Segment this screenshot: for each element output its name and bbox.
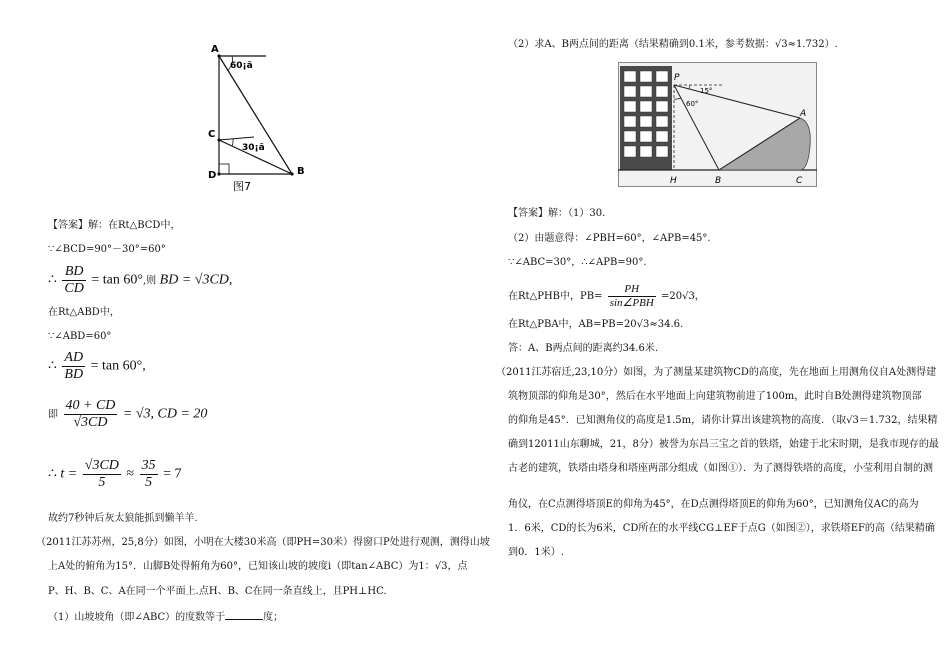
fig-label-b: B <box>715 176 722 186</box>
question-3-line-6: 角仪，在C点测得塔顶E的仰角为45°，在D点测得塔顶E的仰角为60°，已知测角仪AC的高为 <box>508 499 919 510</box>
problem-line-3: P、H、B、C、A在同一个平面上.点H、B、C在同一条直线上，且PH⊥HC. <box>48 586 387 597</box>
problem-line-4: （1）山坡坡角（即∠ABC）的度数等于 度； <box>48 609 283 625</box>
answer-2-line-4: 在Rt△PHB中，PB= $\frac{PH}{\text{sin∠PBH}}$ =20√3， <box>508 283 705 309</box>
question-2: （2）求A、B两点间的距离（结果精确到0.1米，参考数据：√3≈1.732）. <box>508 39 838 50</box>
fig7-angle-30: 30¡ã <box>242 143 265 153</box>
fig-label-h: H <box>670 176 677 186</box>
answer-2-line-6: 答：A、B两点间的距离约34.6米. <box>508 343 659 354</box>
math-row-6: ∴ $\frac{AD}{BD}$ = tan 60°, <box>48 350 146 382</box>
problem-line-1: （2011江苏苏州，25,8分）如图，小明在大楼30米高（即PH=30米）得窗口P处进行观测，测得山坡 <box>36 537 490 548</box>
answer-2-line-1: 【答案】解：（1）30. <box>508 208 606 219</box>
problem-line-2: 上A处的俯角为15°．山脚B处得俯角为60°，已知该山坡的坡度i（即tan∠ABC）为1：√3，点 <box>48 561 468 572</box>
fig7-label-b: B <box>297 166 305 177</box>
fig7-label-a: A <box>211 44 219 55</box>
answer-2-line-3: ∵∠ABC=30°，∴∠APB=90°. <box>508 257 647 268</box>
math-row-8: ∴ t = $\frac{√3CD}{5}$ ≈ $\frac{35}{5}$ = 7 <box>48 458 182 490</box>
answer-line-4: 在Rt△ABD中， <box>48 307 120 318</box>
answer-line-2: ∵∠BCD=90°－30°=60° <box>48 244 166 255</box>
fig7-label-c: C <box>208 129 216 140</box>
fig-angle-15: 15° <box>700 87 713 95</box>
question-3-line-2: 筑物顶部的仰角是30°，然后在水平地面上向建筑物前进了100m，此时自B处测得建筑物顶部 <box>508 391 922 402</box>
fig-label-a: A <box>800 109 807 119</box>
fig-label-c: C <box>796 176 803 186</box>
fig-angle-60: 60° <box>686 100 699 108</box>
answer-2-line-2: （2）由题意得：∠PBH=60°，∠APB=45°. <box>508 233 711 244</box>
fig7-angle-60: 60¡ã <box>230 61 253 71</box>
question-3-line-1: （2011江苏宿迁,23,10分）如图，为了测量某建筑物CD的高度，先在地面上用测角仪自A处测得建 <box>496 367 937 378</box>
fig7-label-d: D <box>208 170 217 181</box>
answer-line-9: 故约7秒钟后灰太狼能抓到懒羊羊. <box>48 513 198 524</box>
figure-building-slope <box>618 62 818 190</box>
answer-2-line-5: 在Rt△PBA中，AB=PB=20√3≈34.6. <box>508 319 684 330</box>
fig-label-p: P <box>674 73 680 83</box>
question-3-line-8: 到0．1米）. <box>508 547 564 558</box>
answer-blank <box>225 609 263 620</box>
answer-line-5: ∵∠ABD=60° <box>48 331 112 342</box>
figure-7 <box>200 40 320 192</box>
fig7-caption: 图7 <box>233 180 251 192</box>
math-row-7: 即 $\frac{40 + CD}{√3CD}$ = √3, CD = 20 <box>48 398 208 430</box>
question-3-line-5: 古老的建筑，铁塔由塔身和塔座两部分组成（如图①）．为了测得铁塔的高度，小莹利用自制的测 <box>508 463 933 474</box>
math-row-3: ∴ $\frac{BD}{CD}$ = tan 60°,则 BD = √3CD, <box>48 264 233 296</box>
question-3-line-7: 1．6米，CD的长为6米，CD所在的水平线CG⊥EF于点G（如图②），求铁塔EF的高（结果精确 <box>508 523 935 534</box>
question-3-line-3: 的仰角是45°．已知测角仪的高度是1.5m，请你计算出该建筑物的高度．（取√3＝1.732，结果精 <box>508 415 938 426</box>
answer-line-1: 【答案】解：在Rt△BCD中， <box>48 220 181 231</box>
question-3-line-4: 确到12011山东聊城，21，8分）被誉为东昌三宝之首的铁塔，始建于北宋时期，是我市现存的最 <box>508 439 939 450</box>
